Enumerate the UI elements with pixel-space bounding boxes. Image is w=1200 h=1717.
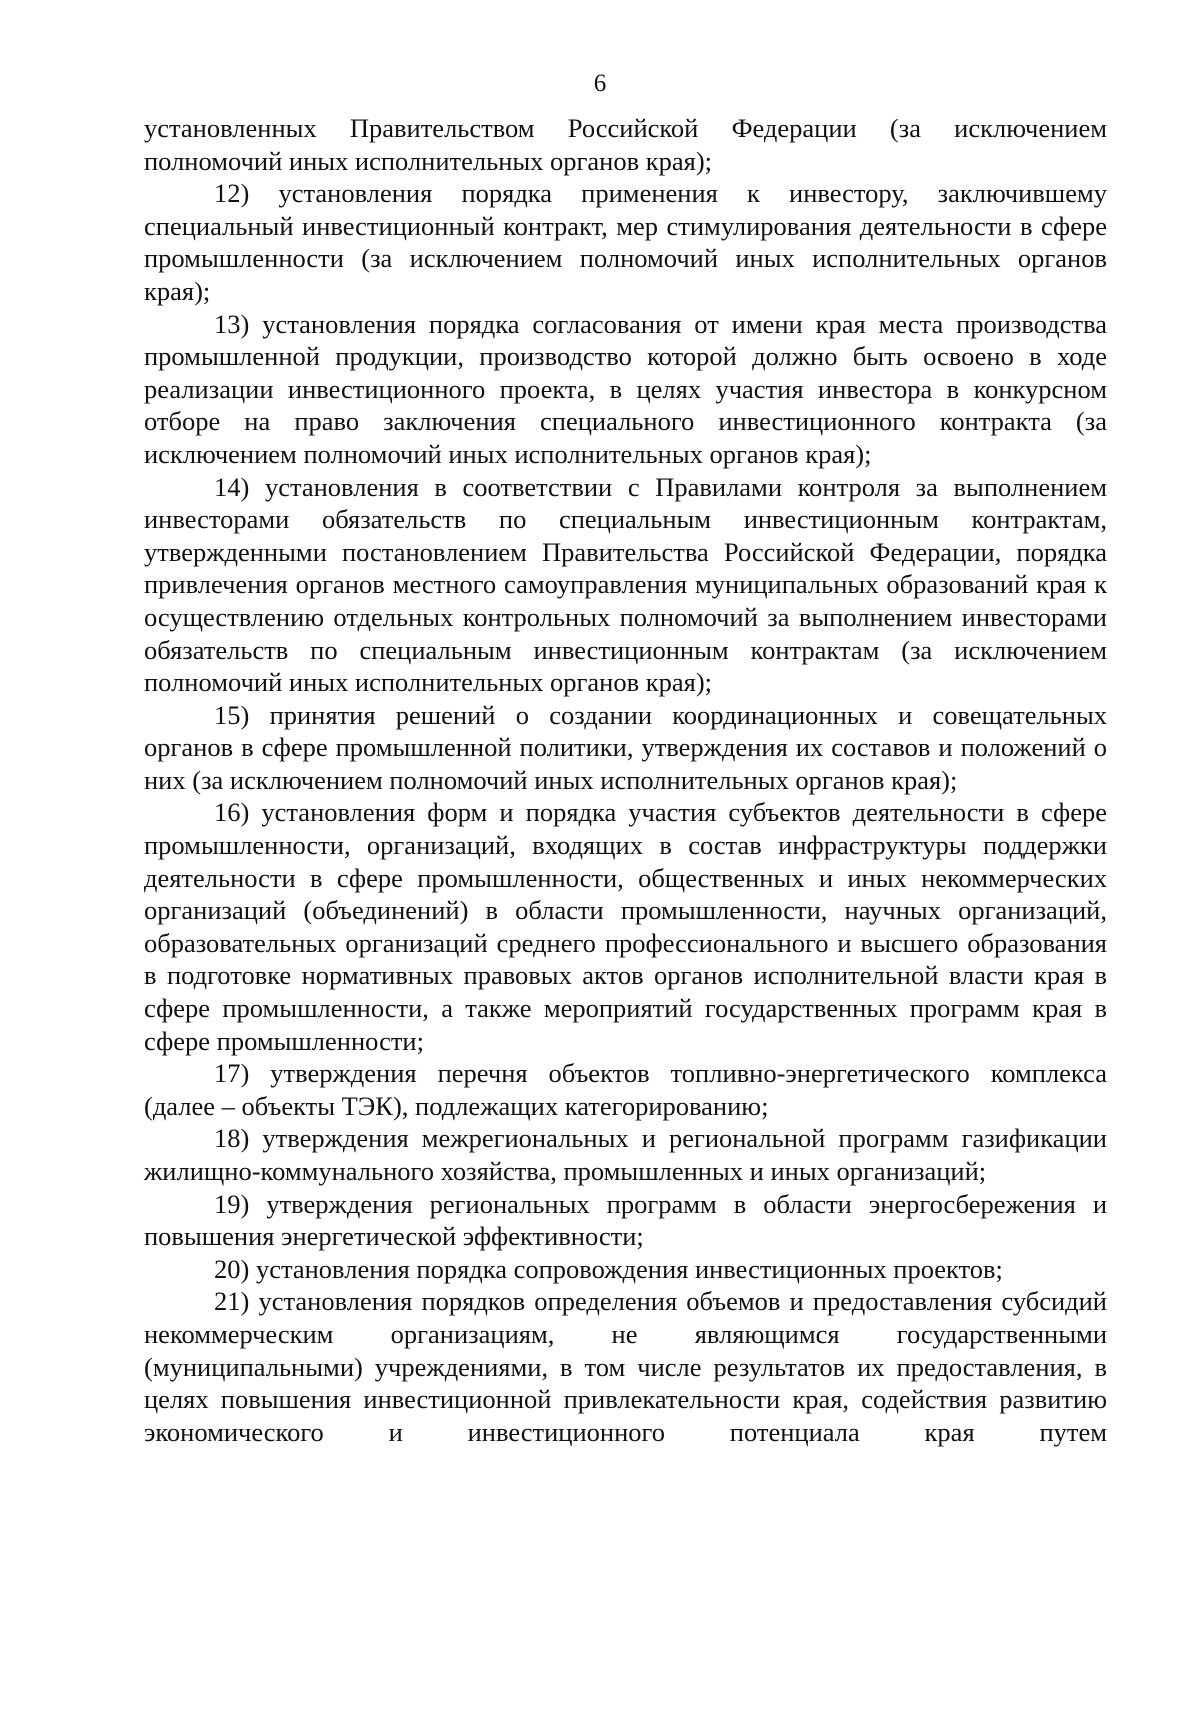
paragraph-item-12: 12) установления порядка применения к инвестору, заключившему специальный инвестиционный контракт, мер стимулирования деятельности в сфере промышленности (за исключением полномочий иных исполнительных органов края); xyxy=(144,178,1107,306)
paragraph-continuation: установленных Правительством Российской Федерации (за исключением полномочий иных исполнительных органов края); xyxy=(144,113,1107,176)
paragraph-item-14: 14) установления в соответствии с Правилами контроля за выполнением инвесторами обязательств по специальным инвестиционным контрактам, утвержденными постановлением Правительства Российской Федерации, порядка привлечения органов местного самоуправления муниципальных образований края к осуществлению отдельных контрольных полномочий за выполнением инвесторами обязательств по специальным инвестиционным контрактам (за исключением полномочий иных исполнительных органов края); xyxy=(144,471,1107,698)
paragraph-item-19: 19) утверждения региональных программ в области энергосбережения и повышения энергетической эффективности; xyxy=(144,1188,1107,1252)
document-body xyxy=(144,112,1107,1448)
paragraph-item-15: 15) принятия решений о создании координационных и совещательных органов в сфере промышленной политики, утверждения их составов и положений о них (за исключением полномочий иных исполнительных органов края); xyxy=(144,699,1107,795)
paragraph-item-13: 13) установления порядка согласования от имени края места производства промышленной продукции, производство которой должно быть освоено в ходе реализации инвестиционного проекта, в целях участия инвестора в конкурсном отборе на право заключения специального инвестиционного контракта (за исключением полномочий иных исполнительных органов края); xyxy=(144,308,1107,469)
paragraph-item-21: 21) установления порядков определения объемов и предоставления субсидий некоммерческим организациям, не являющимся государственными (муниципальными) учреждениями, в том числе результатов их предоставления, в целях повышения инвестиционной привлекательности края, содействия развитию экономического и инвестиционного потенциала края путем xyxy=(144,1286,1107,1447)
paragraph-item-17: 17) утверждения перечня объектов топливно-энергетического комплекса (далее – объекты ТЭК), подлежащих категорированию; xyxy=(144,1058,1107,1121)
paragraph-item-20: 20) установления порядка сопровождения инвестиционных проектов; xyxy=(214,1253,1003,1284)
paragraph-item-16: 16) установления форм и порядка участия субъектов деятельности в сфере промышленности, организаций, входящих в состав инфраструктуры поддержки деятельности в сфере промышленности, общественных и иных некоммерческих организаций (объединений) в области промышленности, научных организаций, образовательных организаций среднего профессионального и высшего образования в подготовке нормативных правовых актов органов исполнительной власти края в сфере промышленности, а также мероприятий государственных программ края в сфере промышленности; xyxy=(144,797,1107,1056)
paragraph-item-18: 18) утверждения межрегиональных и региональной программ газификации жилищно-коммунального хозяйства, промышленных и иных организаций; xyxy=(144,1123,1107,1186)
page-number: 6 xyxy=(593,70,607,97)
